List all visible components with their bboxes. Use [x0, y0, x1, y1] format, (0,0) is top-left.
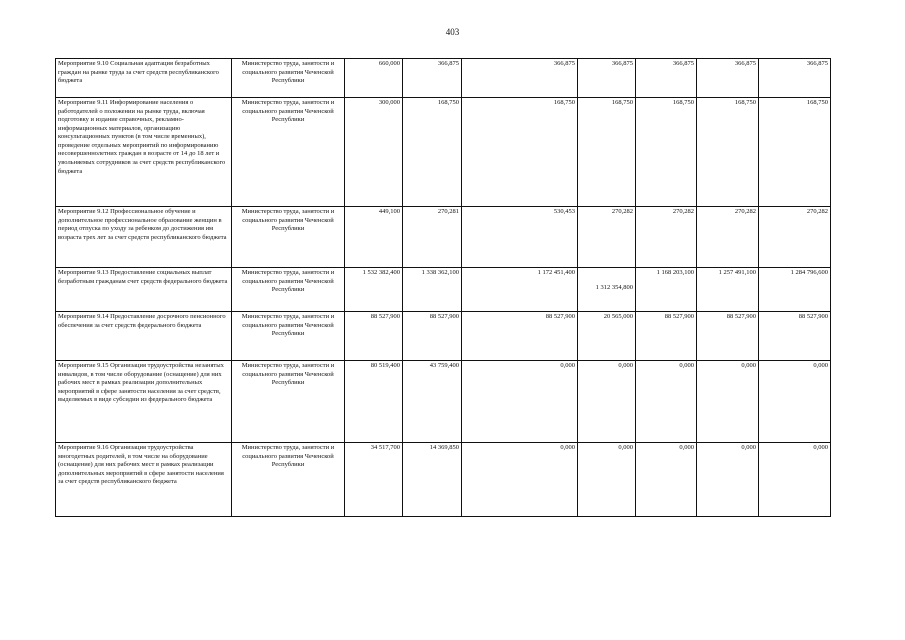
value-cell: 168,750 [578, 98, 636, 207]
value-cell: 366,875 [697, 59, 759, 98]
page-number: 403 [445, 27, 460, 37]
table-row [56, 268, 831, 312]
value-cell: 168,750 [403, 98, 462, 207]
value-cell: 168,750 [462, 98, 578, 207]
value-cell: 88 527,900 [636, 312, 697, 361]
value-cell: 34 517,700 [345, 443, 403, 517]
table-row [56, 443, 831, 517]
value-cell: 270,282 [578, 207, 636, 268]
ministry-cell: Министерство труда, занятости и социального развития Чеченской Республики [232, 268, 345, 312]
value-cell: 1 168 203,100 [636, 268, 697, 312]
value-cell: 366,875 [578, 59, 636, 98]
value-cell: 88 527,900 [462, 312, 578, 361]
activity-cell: Мероприятие 9.13 Предоставление социальных выплат безработным гражданам счет средств федерального бюджета [56, 268, 232, 312]
activity-cell: Мероприятие 9.12 Профессиональное обучение и дополнительное профессиональное образование женщин в период отпуска по уходу за ребенком до достижения им возраста трех лет за счет средств республиканского бюджета [56, 207, 232, 268]
value-cell: 1 172 451,400 [462, 268, 578, 312]
value-cell: 530,453 [462, 207, 578, 268]
value-cell: 0,000 [578, 443, 636, 517]
value-cell: 366,875 [759, 59, 831, 98]
ministry-cell: Министерство труда, занятости и социального развития Чеченской Республики [232, 59, 345, 98]
table-row [56, 59, 831, 98]
value-cell: 0,000 [697, 361, 759, 443]
value-cell: 0,000 [759, 443, 831, 517]
value-cell [578, 268, 636, 312]
table-row [56, 361, 831, 443]
value-cell: 43 759,400 [403, 361, 462, 443]
value-cell: 0,000 [578, 361, 636, 443]
value-cell: 660,000 [345, 59, 403, 98]
value-cell: 0,000 [462, 361, 578, 443]
table-row [56, 207, 831, 268]
value-cell: 449,100 [345, 207, 403, 268]
value-cell: 88 527,900 [759, 312, 831, 361]
value-cell: 168,750 [697, 98, 759, 207]
activity-cell: Мероприятие 9.15 Организация трудоустройства незанятых инвалидов, в том числе оборудование (оснащение) для них рабочих мест в рамках реализации дополнительных мероприятий в сфере занятости населения за счет средств, выделяемых в виде субсидии из федерального бюджета [56, 361, 232, 443]
value-cell: 300,000 [345, 98, 403, 207]
value-cell: 0,000 [636, 361, 697, 443]
ministry-cell: Министерство труда, занятости и социального развития Чеченской Республики [232, 207, 345, 268]
value-cell: 88 527,900 [345, 312, 403, 361]
activity-cell: Мероприятие 9.14 Предоставление досрочного пенсионного обеспечения за счет средств федерального бюджета [56, 312, 232, 361]
ministry-cell: Министерство труда, занятости и социального развития Чеченской Республики [232, 361, 345, 443]
value-cell: 0,000 [697, 443, 759, 517]
value-cell: 1 257 491,100 [697, 268, 759, 312]
ministry-cell: Министерство труда, занятости и социального развития Чеченской Республики [232, 312, 345, 361]
value-cell: 366,875 [636, 59, 697, 98]
value-cell: 168,750 [636, 98, 697, 207]
value-cell: 270,282 [636, 207, 697, 268]
value-cell: 88 527,900 [403, 312, 462, 361]
value-cell: 0,000 [759, 361, 831, 443]
activity-cell: Мероприятие 9.11 Информирование населения о работодателей о положении на рынке труда, включая подготовку и издание справочных, рекламно- информационных материалов, организацию консультационных пунктов (в том числе временных), проведение отдельных мероприятий по информированию несовершеннолетних граждан в возрасте от 14 до 18 лет и увольняемых сотрудников за счет средств республиканского бюджета [56, 98, 232, 207]
value-cell: 20 565,000 [578, 312, 636, 361]
value-cell: 270,282 [697, 207, 759, 268]
value-cell: 366,875 [403, 59, 462, 98]
value-cell: 1 338 362,100 [403, 268, 462, 312]
activity-cell: Мероприятие 9.10 Социальная адаптация безработных граждан на рынке труда за счет средств республиканского бюджета [56, 59, 232, 98]
value-cell: 366,875 [462, 59, 578, 98]
table-row [56, 312, 831, 361]
value-cell: 80 519,400 [345, 361, 403, 443]
value-cell: 270,281 [403, 207, 462, 268]
value-cell: 14 369,850 [403, 443, 462, 517]
value-cell: 88 527,900 [697, 312, 759, 361]
value-cell: 1 532 382,400 [345, 268, 403, 312]
value-cell: 168,750 [759, 98, 831, 207]
value-cell: 0,000 [636, 443, 697, 517]
value-cell: 1 284 796,600 [759, 268, 831, 312]
table-row [56, 98, 831, 207]
value-cell: 0,000 [462, 443, 578, 517]
value-text: 1 312 354,800 [595, 284, 633, 291]
budget-table [55, 58, 831, 517]
ministry-cell: Министерство труда, занятости и социального развития Чеченской Республики [232, 443, 345, 517]
value-cell: 270,282 [759, 207, 831, 268]
ministry-cell: Министерство труда, занятости и социального развития Чеченской Республики [232, 98, 345, 207]
activity-cell: Мероприятие 9.16 Организация трудоустройства многодетных родителей, в том числе на оборудование (оснащение) для них рабочих мест в рамках реализации дополнительных мероприятий в сфере занятости населения за счет средств республиканского бюджета [56, 443, 232, 517]
